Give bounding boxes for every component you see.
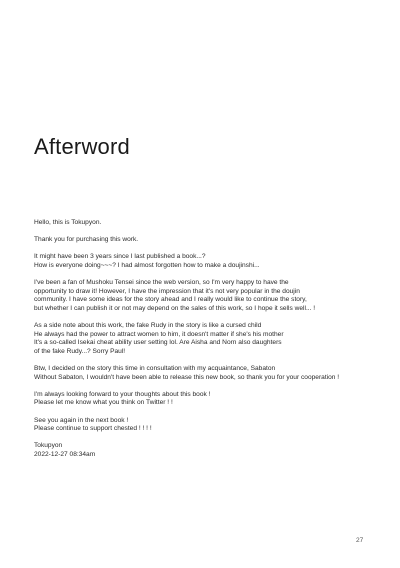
paragraph-thanks: [34, 236, 384, 245]
signature-timestamp: 2022-12-27 08:34am: [34, 451, 96, 459]
text-line: community. I have some ideas for the story ahead and I really would like to continue the story,: [34, 296, 307, 304]
text-line: It might have been 3 years since I last published a book...?: [34, 253, 206, 261]
text-line: How is everyone doing~~~? I had almost forgotten how to make a doujinshi...: [34, 261, 260, 269]
text-line: Hello, this is Tokupyon.: [34, 219, 102, 226]
author-name: Tokupyon: [34, 442, 63, 450]
page-number: 27: [356, 537, 364, 544]
paragraph-return: [34, 253, 384, 270]
text-line: I'm always looking forward to your thoughts about this book !: [34, 390, 211, 398]
text-line: but whether I can publish it or not may depend on the sales of this work, so I hope it sells well... !: [34, 304, 316, 312]
page-title: Afterword: [34, 134, 130, 159]
paragraph-acknowledgement: [34, 365, 384, 382]
text-line: Please continue to support chested ! ! ! !: [34, 425, 152, 433]
text-line: It's a so-called Isekai cheat ability user setting lol. Are Aisha and Norn also daughters: [34, 339, 282, 347]
paragraph-side-note: [34, 322, 384, 356]
text-line: of the fake Rudy...? Sorry Paul!: [34, 347, 126, 355]
paragraph-feedback: [34, 391, 384, 408]
text-line: He always had the power to attract women to him, it doesn't matter if she's his mother: [34, 330, 284, 338]
paragraph-fan: [34, 279, 384, 313]
signature-block: [34, 442, 384, 459]
text-line: Please let me know what you think on Twitter ! !: [34, 399, 173, 407]
text-line: As a side note about this work, the fake Rudy in the story is like a cursed child: [34, 322, 262, 330]
paragraph-greeting: [34, 219, 384, 228]
paragraph-farewell: [34, 417, 384, 434]
afterword-body: [34, 219, 384, 468]
text-line: Btw, I decided on the story this time in consultation with my acquaintance, Sabaton: [34, 365, 276, 373]
text-line: I've been a fan of Mushoku Tensei since the web version, so I'm very happy to have the: [34, 279, 289, 287]
text-line: Without Sabaton, I wouldn't have been able to release this new book, so thank you for your cooperation !: [34, 373, 340, 381]
text-line: See you again in the next book !: [34, 416, 129, 424]
text-line: opportunity to draw it! However, I have the impression that it's not very popular in the doujin: [34, 287, 300, 295]
text-line: Thank you for purchasing this work.: [34, 236, 139, 244]
